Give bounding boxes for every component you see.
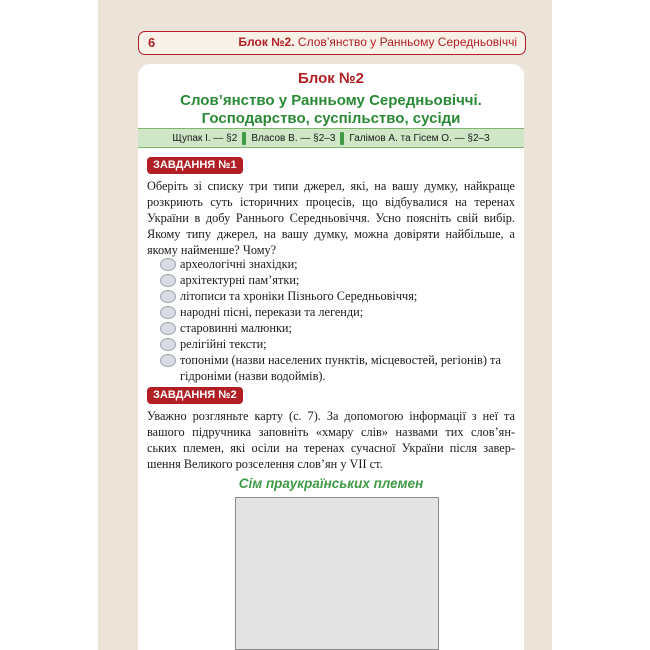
- radio-bullet-icon[interactable]: [160, 322, 176, 335]
- text-line: розкриють суть історичних процесів, що відбувалися на теренах: [147, 195, 515, 209]
- separator-mark: [340, 132, 344, 145]
- text-line: України в добу Раннього Середньовіччя. Усно поясніть свій вибір.: [147, 211, 515, 225]
- radio-bullet-icon[interactable]: [160, 306, 176, 319]
- text-line: Оберіть зі списку три типи джерел, які, на вашу думку, найкраще: [147, 179, 515, 193]
- task2-badge: ЗАВДАННЯ №2: [147, 387, 243, 404]
- block-subtitle-line2: Господарство, суспільство, сусіди: [201, 110, 461, 127]
- separator-mark: [242, 132, 246, 145]
- author-ref: Власов В. — §2–3: [251, 132, 336, 144]
- option-label: топоніми (назви населених пунктів, місцевостей, регіонів) та: [180, 353, 501, 367]
- author-ref: Галімов А. та Гісем О. — §2–3: [349, 132, 490, 144]
- text-line: Якому типу джерел, на вашу думку, можна довіряти найбільше, а: [147, 227, 515, 241]
- author-ref: Щупак І. — §2: [172, 132, 238, 144]
- text-line: Уважно розгляньте карту (с. 7). За допомогою інформації з неї та: [147, 409, 515, 423]
- word-cloud-area[interactable]: [235, 497, 439, 650]
- radio-bullet-icon[interactable]: [160, 274, 176, 287]
- header-title: [238, 35, 517, 49]
- option-label: старовинні малюнки;: [180, 321, 292, 335]
- option-label: літописи та хроніки Пізнього Середньовіччя;: [180, 289, 418, 303]
- header-block-topic: Слов’янство у Ранньому Середньовіччі: [294, 35, 517, 49]
- option-continuation: гідроніми (назви водоймів).: [180, 369, 326, 383]
- text-line: ських племен, які осіли на теренах сучасної України після завер-: [147, 441, 515, 455]
- option-label: релігійні тексти;: [180, 337, 267, 351]
- task2-text: [147, 408, 515, 472]
- block-subtitle-line1: Слов’янство у Ранньому Середньовіччі.: [180, 92, 482, 109]
- task1-text: [147, 178, 515, 258]
- block-title: Блок №2: [297, 70, 364, 87]
- option-label: народні пісні, перекази та легенди;: [180, 305, 364, 319]
- option-label: археологічні знахідки;: [180, 257, 298, 271]
- text-line: вашого підручника заповніть «хмару слів» назвами тих слов’ян-: [147, 425, 515, 439]
- header-block-label: Блок №2.: [238, 35, 295, 49]
- option-label: архітектурні пам’ятки;: [180, 273, 300, 287]
- page-number: 6: [148, 35, 156, 50]
- radio-bullet-icon[interactable]: [160, 258, 176, 271]
- page-header: [138, 31, 526, 55]
- text-line: шення Великого розселення слов’ян у VII ст.: [147, 457, 383, 471]
- text-line: якому найменше? Чому?: [147, 243, 277, 257]
- radio-bullet-icon[interactable]: [160, 290, 176, 303]
- task1-badge: ЗАВДАННЯ №1: [147, 157, 243, 174]
- authors-bar: [138, 128, 524, 148]
- radio-bullet-icon[interactable]: [160, 338, 176, 351]
- word-cloud-title: Сім праукраїнських племен: [238, 476, 424, 491]
- radio-bullet-icon[interactable]: [160, 354, 176, 367]
